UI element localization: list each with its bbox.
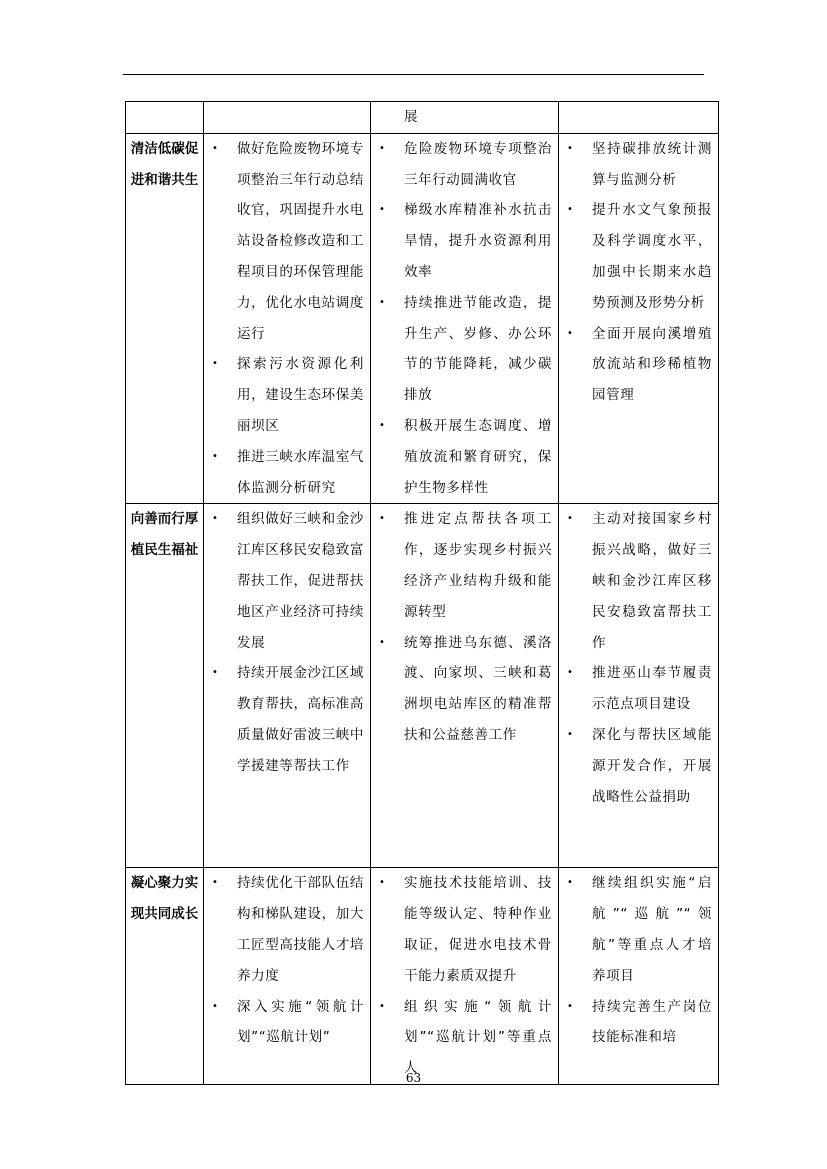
list-item: • 做好危险废物环境专项整治三年行动总结收官，巩固提升水电站设备检修改造和工程项目的环保管理能力，优化水电站调度运行 — [204, 134, 370, 350]
table-row — [126, 868, 719, 1085]
continued-text: 展 — [404, 109, 418, 125]
table-cell — [204, 133, 371, 504]
table-cell — [371, 133, 559, 504]
list-item: • 推进巫山奉节履责示范点项目建设 — [559, 658, 718, 720]
list-item: • 梯级水库精准补水抗击旱情，提升水资源利用效率 — [371, 195, 558, 287]
table-row — [126, 504, 719, 868]
action-plan-table — [125, 101, 719, 1085]
header-rule — [123, 74, 704, 75]
table-row-continued — [126, 102, 719, 134]
list-item: • 深入实施“领航计划”“巡航计划” — [204, 992, 370, 1054]
list-item: • 探索污水资源化利用，建设生态环保美丽坝区 — [204, 349, 370, 441]
list-item: • 持续完善生产岗位技能标准和培 — [559, 992, 718, 1054]
list-item: • 深化与帮扶区域能源开发合作，开展战略性公益捐助 — [559, 720, 718, 812]
table-cell — [559, 504, 719, 868]
list-item: • 持续优化干部队伍结构和梯队建设，加大工匠型高技能人才培养力度 — [204, 868, 370, 991]
list-item: • 继续组织实施“启航”“巡航”“领航”等重点人才培养项目 — [559, 868, 718, 991]
list-item: • 实施技术技能培训、技能等级认定、特种作业取证，促进水电技术骨干能力素质双提升 — [371, 868, 558, 991]
list-item: • 组织实施“领航计划”“巡航计划”等重点人 — [371, 992, 558, 1084]
list-item: • 坚持碳排放统计测算与监测分析 — [559, 134, 718, 196]
table-cell — [204, 102, 371, 134]
table-cell — [371, 102, 559, 134]
table-cell — [371, 868, 559, 1085]
list-item: • 组织做好三峡和金沙江库区移民安稳致富帮扶工作，促进帮扶地区产业经济可持续发展 — [204, 504, 370, 658]
table-cell — [126, 102, 204, 134]
list-item: • 全面开展向溪增殖放流站和珍稀植物园管理 — [559, 319, 718, 411]
table-cell — [559, 133, 719, 504]
list-item: • 推进三峡水库温室气体监测分析研究 — [204, 442, 370, 504]
list-item: • 持续开展金沙江区域教育帮扶，高标准高质量做好雷波三峡中学援建等帮扶工作 — [204, 658, 370, 781]
table-cell — [204, 868, 371, 1085]
list-item: • 推进定点帮扶各项工作，逐步实现乡村振兴经济产业结构升级和能源转型 — [371, 504, 558, 627]
row-heading: 向善而行厚植民生福祉 — [126, 504, 204, 868]
table-cell — [559, 868, 719, 1085]
list-item: • 主动对接国家乡村振兴战略，做好三峡和金沙江库区移民安稳致富帮扶工作 — [559, 504, 718, 658]
page-number: 63 — [405, 1071, 422, 1085]
table-cell — [559, 102, 719, 134]
row-heading: 清洁低碳促进和谐共生 — [126, 133, 204, 504]
table-row — [126, 133, 719, 504]
table-cell — [204, 504, 371, 868]
list-item: • 持续推进节能改造，提升生产、岁修、办公环节的节能降耗，减少碳排放 — [371, 288, 558, 411]
list-item: • 提升水文气象预报及科学调度水平，加强中长期来水趋势预测及形势分析 — [559, 195, 718, 318]
row-heading: 凝心聚力实现共同成长 — [126, 868, 204, 1085]
list-item: • 积极开展生态调度、增殖放流和繁育研究，保护生物多样性 — [371, 411, 558, 503]
list-item: • 统筹推进乌东德、溪洛渡、向家坝、三峡和葛洲坝电站库区的精准帮扶和公益慈善工作 — [371, 628, 558, 751]
table-cell — [371, 504, 559, 868]
list-item: • 危险废物环境专项整治三年行动圆满收官 — [371, 134, 558, 196]
